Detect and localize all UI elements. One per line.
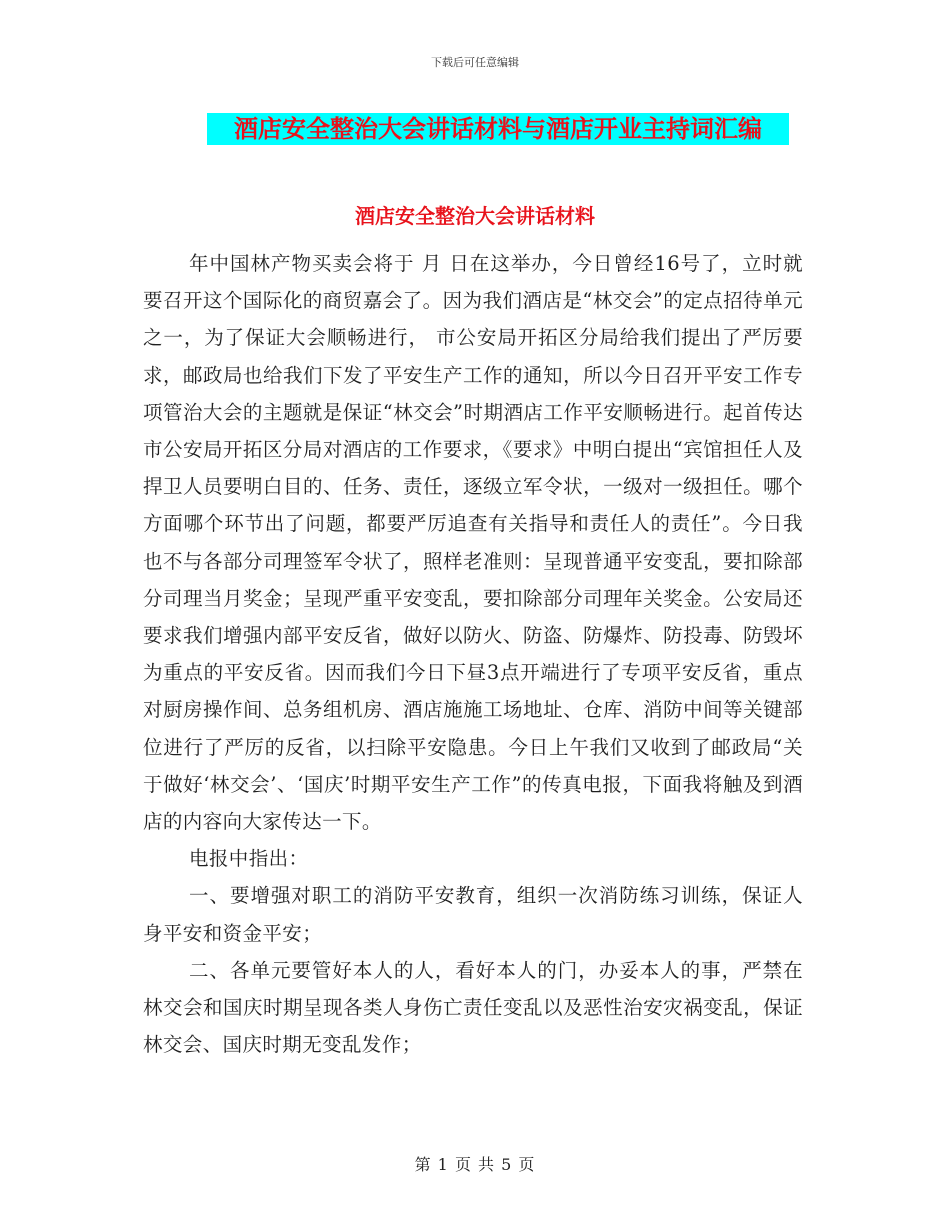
document-title: 酒店安全整治大会讲话材料与酒店开业主持词汇编 — [234, 114, 762, 143]
paragraph-telegram-lead: 电报中指出： — [189, 847, 309, 871]
body-text — [143, 245, 803, 1063]
section-title: 酒店安全整治大会讲话材料 — [355, 204, 595, 228]
header-note: 下载后可任意编辑 — [431, 56, 519, 69]
paragraph-item-2: 二、各单元要管好本人的人，看好本人的门，办妥本人的事，严禁在林交会和国庆时期呈现各类人身伤亡责任变乱以及恶性治安灾祸变乱，保证林交会、国庆时期无变乱发作； — [143, 958, 803, 1057]
page-number: 第 1 页 共 5 页 — [414, 1155, 536, 1174]
document-title-highlight — [207, 113, 789, 145]
paragraph-item-1: 一、要增强对职工的消防平安教育，组织一次消防练习训练，保证人身平安和资金平安； — [143, 884, 803, 945]
paragraph-intro: 年中国林产物买卖会将于 月 日在这举办，今日曾经16号了，立时就要召开这个国际化的商贸嘉会了。因为我们酒店是“林交会”的定点招待单元之一，为了保证大会顺畅进行， 市公安局开拓区分局给我们提出了严厉要求，邮政局也给我们下发了平安生产工作的通知，所以今日召开平安工作专项管治大会的主题就是保证“林交会”时期酒店工作平安顺畅进行。起首传达 市公安局开拓区分局对酒店的工作要求，《要求》中明白提出“宾馆担任人及捍卫人员要明白目的、任务、责任，逐级立军令状，一级对一级担任。哪个方面哪个环节出了问题，都要严厉追查有关指导和责任人的责任”。今日我也不与各部分司理签军令状了，照样老准则：呈现普通平安变乱，要扣除部分司理当月奖金；呈现严重平安变乱，要扣除部分司理年关奖金。公安局还要求我们增强内部平安反省，做好以防火、防盗、防爆炸、防投毒、防毁坏为重点的平安反省。因而我们今日下昼3点开端进行了专项平安反省，重点对厨房操作间、总务组机房、酒店施施工场地址、仓库、消防中间等关键部位进行了严厉的反省，以扫除平安隐患。今日上午我们又收到了邮政局“关于做好‘林交会’、‘国庆’时期平安生产工作”的传真电报，下面我将触及到酒店的内容向大家传达一下。 — [143, 252, 803, 834]
